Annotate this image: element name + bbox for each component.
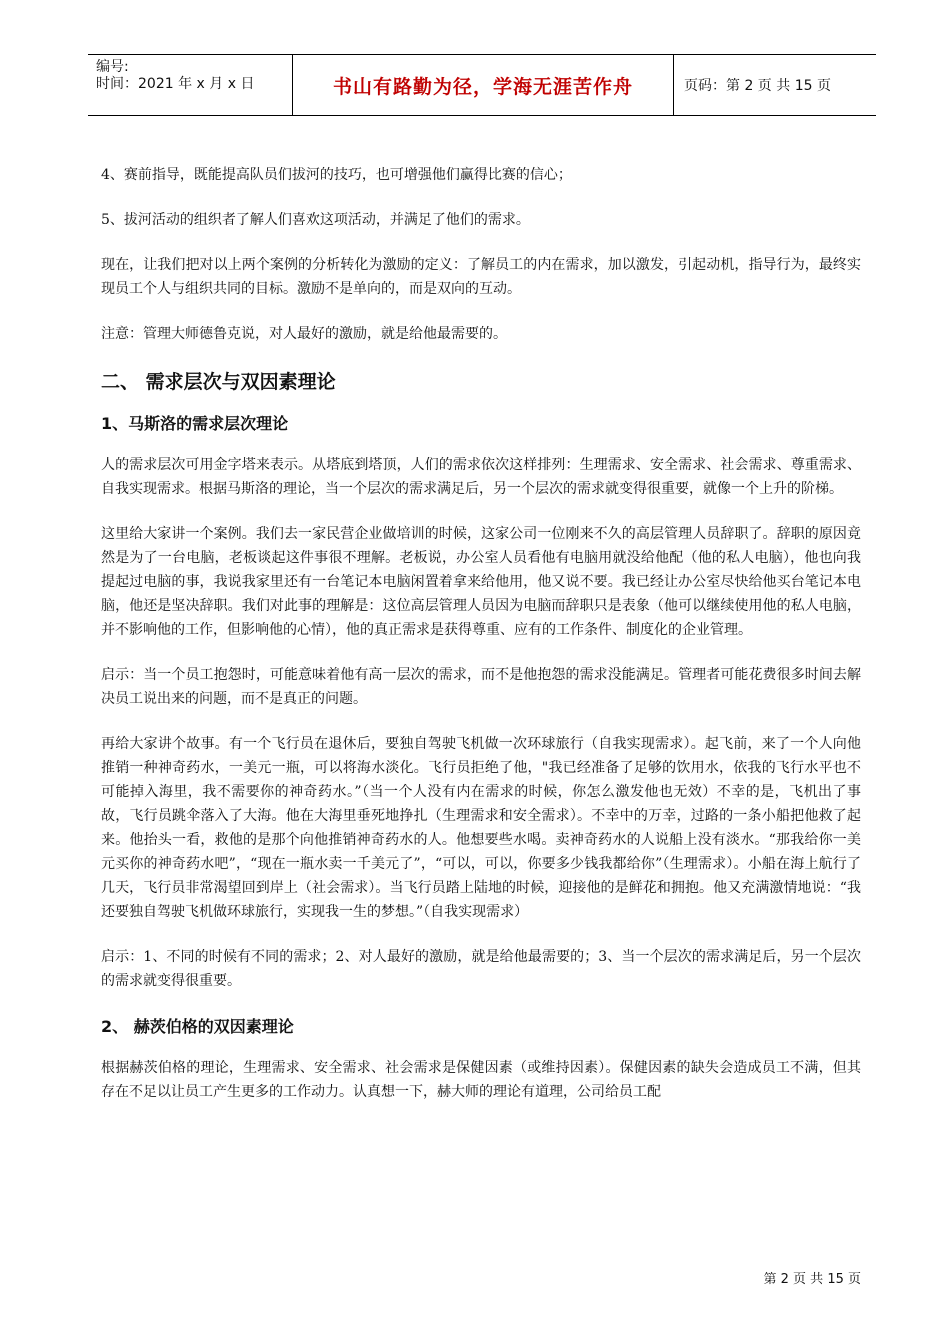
paragraph: 根据赫茨伯格的理论，生理需求、安全需求、社会需求是保健因素（或维持因素）。保健因素的缺失会造成员工不满，但其存在不足以让员工产生更多的工作动力。认真想一下，赫大师的理论有道理，公司给员工配	[101, 1060, 861, 1100]
document-body	[101, 163, 861, 1125]
paragraph: 5、拔河活动的组织者了解人们喜欢这项活动，并满足了他们的需求。	[101, 212, 530, 228]
document-time: 时间：2021 年 x 月 x 日	[96, 76, 255, 92]
subsection-heading-herzberg: 2、 赫茨伯格的双因素理论	[101, 1017, 294, 1036]
document-number-label: 编号:	[96, 59, 129, 75]
page-header	[88, 54, 876, 116]
paragraph: 启示：当一个员工抱怨时，可能意味着他有高一层次的需求，而不是他抱怨的需求没能满足。管理者可能花费很多时间去解决员工说出来的问题，而不是真正的问题。	[101, 667, 861, 707]
paragraph: 启示：1、不同的时候有不同的需求；2、对人最好的激励，就是给他最需要的；3、当一个层次的需求满足后，另一个层次的需求就变得很重要。	[101, 949, 861, 989]
paragraph: 注意：管理大师德鲁克说，对人最好的激励，就是给他最需要的。	[101, 326, 507, 342]
page-footer: 第 2 页 共 15 页	[763, 1272, 861, 1287]
header-page-info: 页码：第 2 页 共 15 页	[684, 78, 831, 94]
paragraph: 现在，让我们把对以上两个案例的分析转化为激励的定义：了解员工的内在需求，加以激发，引起动机，指导行为，最终实现员工个人与组织共同的目标。激励不是单向的，而是双向的互动。	[101, 257, 861, 297]
paragraph: 4、赛前指导，既能提高队员们拔河的技巧，也可增强他们赢得比赛的信心；	[101, 167, 572, 183]
section-heading: 二、 需求层次与双因素理论	[101, 371, 336, 393]
paragraph: 再给大家讲个故事。有一个飞行员在退休后，要独自驾驶飞机做一次环球旅行（自我实现需求）。起飞前，来了一个人向他推销一种神奇药水，一美元一瓶，可以将海水淡化。飞行员拒绝了他，"我已经准备了足够的饮用水，依我的飞行水平也不可能掉入海里，我不需要你的神奇药水。”（当一个人没有内在需求的时候，你怎么激发他也无效）不幸的是，飞机出了事故，飞行员跳伞落入了大海。他在大海里垂死地挣扎（生理需求和安全需求）。不幸中的万幸，过路的一条小船把他救了起来。他抬头一看，救他的是那个向他推销神奇药水的人。他想要些水喝。卖神奇药水的人说船上没有淡水。“那我给你一美元买你的神奇药水吧”，“现在一瓶水卖一千美元了”，“可以，可以，你要多少钱我都给你”（生理需求）。小船在海上航行了几天，飞行员非常渴望回到岸上（社会需求）。当飞行员踏上陆地的时候，迎接他的是鲜花和拥抱。他又充满激情地说：“我还要独自驾驶飞机做环球旅行，实现我一生的梦想。”（自我实现需求）	[101, 736, 861, 920]
header-motto: 书山有路勤为径，学海无涯苦作舟	[292, 55, 674, 115]
paragraph: 人的需求层次可用金字塔来表示。从塔底到塔顶，人们的需求依次这样排列：生理需求、安全需求、社会需求、尊重需求、自我实现需求。根据马斯洛的理论，当一个层次的需求满足后，另一个层次的需求就变得很重要，就像一个上升的阶梯。	[101, 457, 861, 497]
header-meta	[88, 55, 292, 115]
subsection-heading-maslow: 1、马斯洛的需求层次理论	[101, 414, 289, 433]
paragraph: 这里给大家讲一个案例。我们去一家民营企业做培训的时候，这家公司一位刚来不久的高层管理人员辞职了。辞职的原因竟然是为了一台电脑，老板谈起这件事很不理解。老板说，办公室人员看他有电脑用就没给他配（他的私人电脑），他也向我提起过电脑的事，我说我家里还有一台笔记本电脑闲置着拿来给他用，他又说不要。我已经让办公室尽快给他买台笔记本电脑，他还是坚决辞职。我们对此事的理解是：这位高层管理人员因为电脑而辞职只是表象（他可以继续使用他的私人电脑，并不影响他的工作，但影响他的心情），他的真正需求是获得尊重、应有的工作条件、制度化的企业管理。	[101, 526, 861, 638]
